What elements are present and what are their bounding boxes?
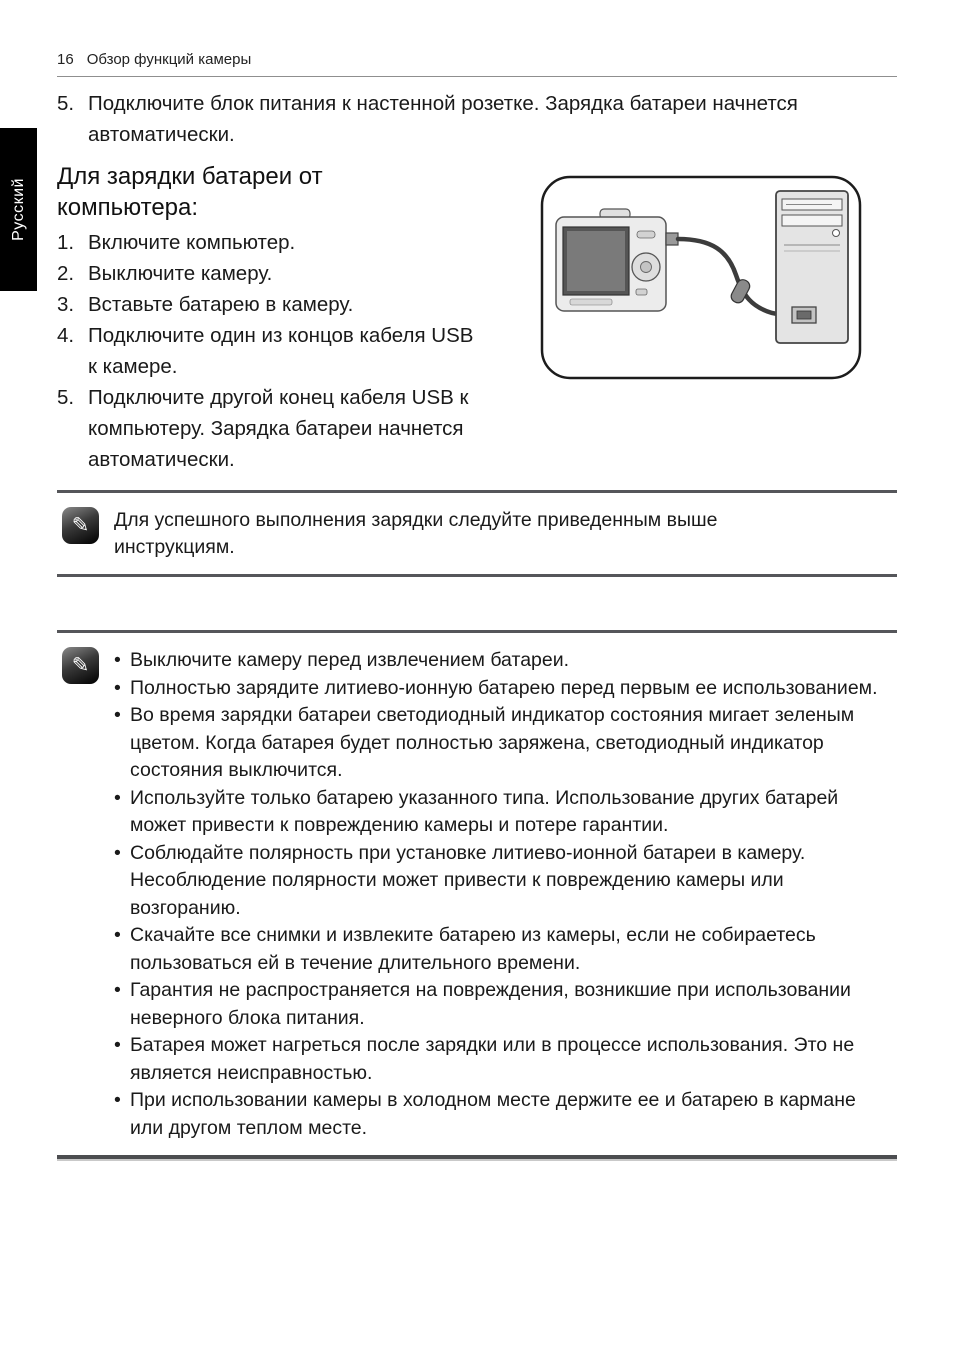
bullet-text: Батарея может нагреться после зарядки или в процессе использования. Это не является неисправностью.: [130, 1034, 855, 1084]
step-number: 3.: [57, 293, 75, 316]
bullet-text: Во время зарядки батареи светодиодный индикатор состояния мигает зеленым цветом. Когда батарея будет полностью заряжена, светодиодный индикатор состояния выключится.: [130, 704, 855, 781]
bullet-marker: •: [114, 924, 121, 946]
bullet-text: Гарантия не распространяется на повреждения, возникшие при использовании неверного блока питания.: [130, 979, 851, 1029]
step-number: 5.: [57, 92, 75, 115]
note-bullet-item: [114, 1032, 882, 1087]
language-label: Русский: [9, 178, 27, 241]
illustration-svg: [540, 175, 862, 380]
bullet-text: Соблюдайте полярность при установке литиево-ионной батареи в камеру. Несоблюдение полярности может привести к повреждению камеры или возгоранию.: [130, 841, 806, 919]
step-text: Вставьте батарею в камеру.: [88, 293, 354, 316]
header-rule: [57, 76, 897, 77]
bullet-marker: •: [114, 1034, 121, 1056]
pencil-note-icon: ✎: [62, 647, 99, 684]
note-bullet-list: [114, 645, 882, 1142]
note-bullet-item: [114, 785, 882, 840]
steps-list: [57, 227, 477, 475]
language-side-tab: [0, 128, 37, 291]
step-number: 2.: [57, 262, 75, 285]
step-item: [57, 320, 477, 382]
note-block-charging: [57, 490, 897, 577]
note-bottom-rule: [57, 574, 897, 577]
step-item: [57, 289, 477, 320]
page-number: 16: [57, 51, 74, 68]
step-item: [57, 227, 477, 258]
note-bullet-item: [114, 977, 882, 1032]
pencil-note-icon: ✎: [62, 507, 99, 544]
page-header: [57, 51, 251, 68]
step-item: [57, 258, 477, 289]
bullet-marker: •: [114, 649, 121, 671]
bullet-marker: •: [114, 1089, 121, 1111]
bullet-marker: •: [114, 676, 121, 699]
step-number: 4.: [57, 324, 75, 347]
step-text: Подключите другой конец кабеля USB к компьютеру. Зарядка батареи начнется автоматически.: [88, 386, 469, 471]
bullet-text: Выключите камеру перед извлечением батареи.: [130, 649, 570, 671]
note-bullet-item: [114, 675, 882, 703]
bullet-marker: •: [114, 841, 121, 864]
note-text: Для успешного выполнения зарядки следуйте приведенным выше инструкциям.: [114, 509, 718, 558]
bullet-text: При использовании камеры в холодном месте держите ее и батарею в кармане или другом теплом месте.: [130, 1089, 856, 1139]
note-bullet-item: [114, 1087, 882, 1142]
step-text: Выключите камеру.: [88, 262, 273, 285]
note-bullet-item: [114, 702, 882, 785]
step-text: Подключите блок питания к настенной розетке. Зарядка батареи начнется автоматически.: [88, 92, 798, 146]
intro-step: [57, 88, 852, 150]
note-bullet-item: [114, 647, 882, 675]
note-bullet-item: [114, 840, 882, 923]
camera-usb-computer-illustration: [540, 175, 862, 380]
bullet-marker: •: [114, 786, 121, 809]
bullet-text: Используйте только батарею указанного типа. Использование других батарей может привести к повреждению камеры и потере гарантии.: [130, 786, 839, 836]
step-text: Включите компьютер.: [88, 231, 296, 254]
note-block-battery-precautions: [57, 630, 897, 1159]
note-bottom-rule: [57, 1155, 897, 1159]
bullet-marker: •: [114, 704, 121, 726]
step-item: [57, 382, 477, 475]
section-heading: Для зарядки батареи от компьютера:: [57, 163, 323, 221]
bullet-text: Скачайте все снимки и извлеките батарею из камеры, если не собираетесь пользоваться ей в течение длительного времени.: [130, 924, 816, 974]
note-bullet-item: [114, 922, 882, 977]
bullet-marker: •: [114, 979, 121, 1001]
step-number: 1.: [57, 231, 75, 254]
step-number: 5.: [57, 386, 75, 409]
step-text: Подключите один из концов кабеля USB к камере.: [88, 324, 474, 378]
note-body: [57, 633, 897, 1155]
bullet-text: Полностью зарядите литиево-ионную батарею перед первым ее использованием.: [130, 676, 878, 699]
note-body: [57, 493, 897, 574]
page-header-title: Обзор функций камеры: [86, 51, 252, 68]
